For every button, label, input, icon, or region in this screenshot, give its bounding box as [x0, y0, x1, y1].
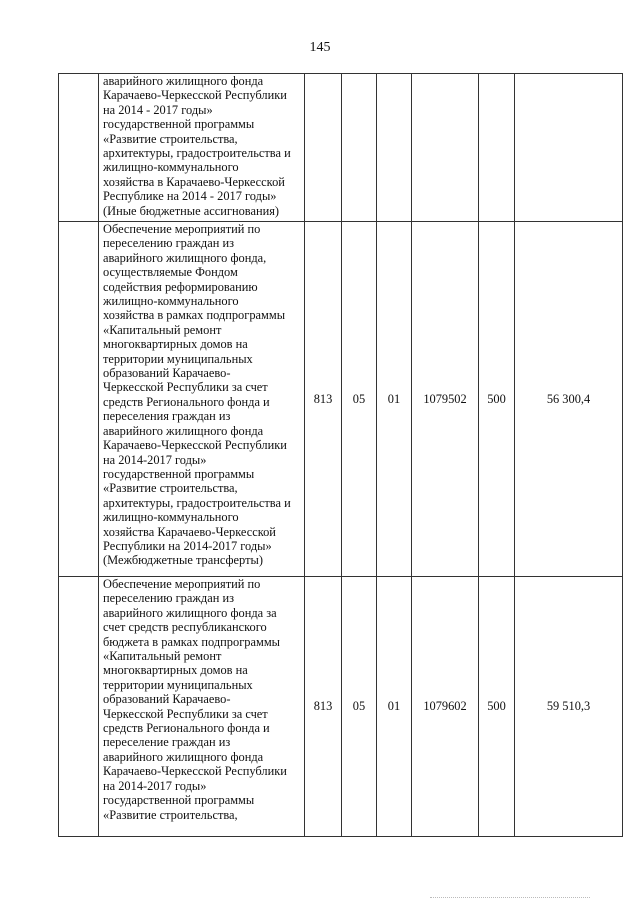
description-line: «Капитальный ремонт [103, 322, 222, 337]
amount-cell [515, 74, 623, 222]
description-line: средств Регионального фонда и [103, 394, 270, 409]
description-line: территории муниципальных [103, 351, 253, 366]
target-article-cell: 1079502 [412, 222, 479, 577]
amount-cell: 56 300,4 [515, 222, 623, 577]
description-line: на 2014-2017 годы» [103, 778, 207, 793]
expense-type-cell: 500 [479, 577, 515, 837]
description-cell [99, 577, 305, 837]
description-line: Обеспечение мероприятий по [103, 222, 261, 236]
row-number-cell [59, 222, 99, 577]
target-article-cell [412, 74, 479, 222]
subsection-code-cell [377, 74, 412, 222]
description-line: переселению граждан из [103, 236, 234, 251]
description-line: образований Карачаево- [103, 692, 231, 707]
description-line: жилищно-коммунального [103, 294, 239, 309]
budget-table [58, 73, 623, 837]
description-line: многоквартирных домов на [103, 663, 248, 678]
description-line: на 2014-2017 годы» [103, 452, 207, 467]
description-line: счет средств республиканского [103, 620, 267, 635]
description-line: хозяйства в рамках подпрограммы [103, 308, 286, 323]
table-row [59, 577, 623, 837]
table-row [59, 74, 623, 222]
ministry-code-cell: 813 [305, 577, 342, 837]
description-line: бюджета в рамках подпрограммы [103, 634, 280, 649]
description-line: аварийного жилищного фонда [103, 74, 264, 88]
description-line: «Развитие строительства, [103, 807, 238, 822]
description-line: государственной программы [103, 793, 255, 808]
description-line: Карачаево-Черкесской Республики [103, 88, 287, 103]
description-line: государственной программы [103, 466, 255, 481]
description-line: Черкесской Республики за счет [103, 380, 268, 395]
description-line: Республике на 2014 - 2017 годы» [103, 189, 277, 204]
description-cell [99, 74, 305, 222]
description-line: хозяйства в Карачаево-Черкесской [103, 174, 285, 189]
description-line: Карачаево-Черкесской Республики [103, 764, 287, 779]
description-line: Карачаево-Черкесской Республики [103, 438, 287, 453]
section-code-cell: 05 [342, 222, 377, 577]
row-number-cell [59, 74, 99, 222]
subsection-code-cell: 01 [377, 577, 412, 837]
description-line: хозяйства Карачаево-Черкесской [103, 524, 276, 539]
section-code-cell: 05 [342, 577, 377, 837]
description-cell [99, 222, 305, 577]
description-line: на 2014 - 2017 годы» [103, 102, 213, 117]
section-code-cell [342, 74, 377, 222]
page-number: 145 [309, 40, 331, 55]
description-line: переселение граждан из [103, 735, 231, 750]
description-line: жилищно-коммунального [103, 160, 239, 175]
description-line: государственной программы [103, 117, 255, 132]
description-line: переселению граждан из [103, 591, 234, 606]
description-line: «Развитие строительства, [103, 481, 238, 496]
description-line: Черкесской Республики за счет [103, 706, 268, 721]
description-line: осуществляемые Фондом [103, 265, 238, 280]
description-line: содействия реформированию [103, 279, 258, 294]
description-line: территории муниципальных [103, 677, 253, 692]
subsection-code-cell: 01 [377, 222, 412, 577]
description-line: (Иные бюджетные ассигнования) [103, 203, 280, 218]
expense-type-cell: 500 [479, 222, 515, 577]
description-line: аварийного жилищного фонда за [103, 605, 277, 620]
description-line: переселения граждан из [103, 409, 231, 424]
description-line: «Капитальный ремонт [103, 649, 222, 664]
description-line: Республики на 2014-2017 годы» [103, 538, 272, 553]
description-line: архитектуры, градостроительства и [103, 146, 291, 161]
row-number-cell [59, 577, 99, 837]
description-line: аварийного жилищного фонда [103, 749, 264, 764]
description-line: жилищно-коммунального [103, 510, 239, 525]
amount-cell: 59 510,3 [515, 577, 623, 837]
ministry-code-cell: 813 [305, 222, 342, 577]
description-line: аварийного жилищного фонда [103, 423, 264, 438]
target-article-cell: 1079602 [412, 577, 479, 837]
ministry-code-cell [305, 74, 342, 222]
description-line: (Межбюджетные трансферты) [103, 553, 263, 568]
description-line: средств Регионального фонда и [103, 721, 270, 736]
description-line: архитектуры, градостроительства и [103, 495, 291, 510]
description-line: «Развитие строительства, [103, 131, 238, 146]
table-row [59, 222, 623, 577]
description-line: образований Карачаево- [103, 366, 231, 381]
description-line: аварийного жилищного фонда, [103, 250, 267, 265]
expense-type-cell [479, 74, 515, 222]
description-line: многоквартирных домов на [103, 337, 248, 352]
description-line: Обеспечение мероприятий по [103, 577, 261, 591]
scan-edge-mark [430, 897, 590, 902]
